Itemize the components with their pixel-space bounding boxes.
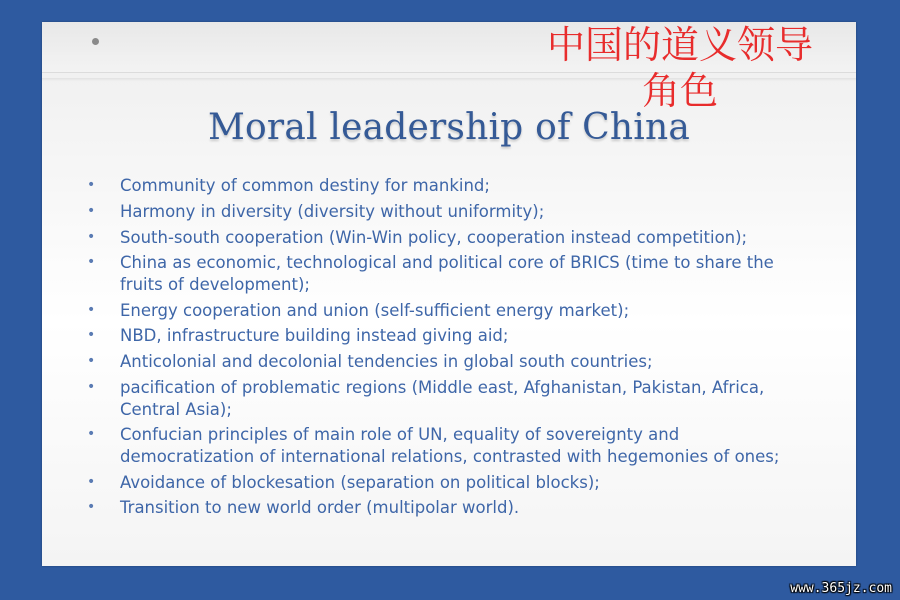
header-dot-icon bbox=[92, 38, 99, 45]
bullet-item bbox=[86, 351, 806, 373]
bullet-item bbox=[86, 252, 806, 295]
bullet-text: Community of common destiny for mankind; bbox=[120, 176, 490, 195]
bullet-text: Anticolonial and decolonial tendencies in global south countries; bbox=[120, 352, 653, 372]
bullet-icon: • bbox=[87, 379, 96, 396]
bullet-text: Energy cooperation and union (self-sufficient energy market); bbox=[120, 300, 630, 320]
bullet-icon: • bbox=[87, 177, 96, 193]
bullet-icon: • bbox=[87, 254, 96, 271]
bullet-item bbox=[86, 300, 806, 322]
bullet-item bbox=[86, 175, 806, 197]
bullet-icon: • bbox=[87, 499, 96, 516]
bullet-text: Avoidance of blockesation (separation on political blocks); bbox=[120, 472, 600, 492]
bullet-list bbox=[86, 175, 806, 523]
bullet-item bbox=[86, 472, 806, 494]
bullet-icon: • bbox=[87, 426, 96, 443]
bullet-text: Transition to new world order (multipolar world). bbox=[120, 498, 520, 518]
bullet-text: South-south cooperation (Win-Win policy, cooperation instead competition); bbox=[120, 227, 748, 247]
bullet-text: NBD, infrastructure building instead giving aid; bbox=[120, 326, 509, 346]
bullet-item bbox=[86, 424, 806, 467]
bullet-item bbox=[86, 201, 806, 223]
bullet-item bbox=[86, 377, 806, 420]
watermark: www.365jz.com bbox=[790, 581, 892, 596]
slide-title: Moral leadership of China bbox=[208, 107, 690, 148]
bullet-icon: • bbox=[87, 473, 96, 490]
bullet-item bbox=[86, 325, 806, 347]
chinese-caption-overlay bbox=[500, 22, 860, 114]
bullet-text: Confucian principles of main role of UN, equality of sovereignty and democratization of international relations, contrasted with hegemonies of ones; bbox=[120, 425, 780, 466]
caption-line-2: 角色 bbox=[641, 69, 718, 113]
bullet-icon: • bbox=[87, 327, 96, 344]
bullet-text: pacification of problematic regions (Middle east, Afghanistan, Pakistan, Africa, Central Asia); bbox=[120, 378, 765, 419]
bullet-item bbox=[86, 497, 806, 519]
bullet-text: Harmony in diversity (diversity without uniformity); bbox=[120, 201, 545, 221]
bullet-icon: • bbox=[87, 301, 96, 318]
caption-line-1: 中国的道义领导 bbox=[546, 23, 813, 67]
bullet-icon: • bbox=[87, 353, 96, 370]
bullet-icon: • bbox=[87, 228, 96, 245]
bullet-icon: • bbox=[87, 202, 96, 219]
bullet-text: China as economic, technological and political core of BRICS (time to share the fruits of development); bbox=[120, 253, 774, 294]
bullet-item bbox=[86, 227, 806, 249]
